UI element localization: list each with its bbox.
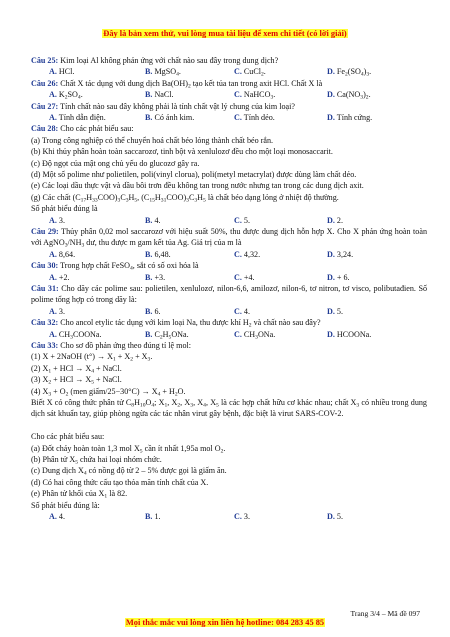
answer-option: B. +3. (145, 272, 166, 282)
statement-line: (2) $X_1$ + HCl → $X_4$ + NaCl. (31, 363, 122, 375)
statement-line: Số phát biểu đúng là (31, 204, 98, 214)
answer-option: B. Có ánh kim. (145, 113, 195, 122)
answer-option: D. 2. (327, 215, 343, 225)
answer-option: B. NaCl. (145, 90, 174, 100)
statement-line: (e) Phân tử khối của $X_1$ là 82. (31, 489, 128, 500)
statement-line: (b) Phân tử $X_5$ chứa hai loại nhóm chức. (31, 455, 162, 466)
answer-option: B. 6. (145, 306, 161, 316)
question-text: Câu 30: Trong hợp chất FeSO$_4$, sắt có số oxi hóa là (31, 261, 199, 272)
answer-option: D. HCOONa. (327, 329, 372, 339)
question-text: Câu 28: Cho các phát biểu sau: (31, 124, 134, 134)
answer-option: D. 5. (327, 512, 343, 522)
exam-content (31, 55, 427, 522)
question-text: Câu 26: Chất X tác dụng với dung dịch $Ba(OH)_2$ tạo kết tủa tan trong axit HCl. Chất X là (31, 78, 323, 90)
preview-banner (0, 29, 450, 39)
answer-option: C. 4,32. (234, 249, 261, 259)
statement-line: (a) Trong công nghiệp có thể chuyển hoá chất béo lỏng thành chất béo rắn. (31, 135, 274, 145)
answer-option: D. 5. (327, 306, 343, 316)
answer-option: C. 3. (234, 512, 250, 522)
statement-line: (b) Khi thủy phân hoàn toàn saccarozơ, tinh bột và xenlulozơ đều cho một loại monosaccarit. (31, 147, 333, 157)
answer-option: C. NaHCO$_3$. (234, 90, 276, 101)
statement-line: (4) $X_3 + O_2$ (men giấm/25−30°C) → $X_4 + H_2O$. (31, 386, 186, 398)
question-text: Câu 29: Thủy phân 0,02 mol saccarozơ với hiệu suất 50%, thu được dung dịch hỗn hợp X. Cho X phản ứng hoàn toàn với $AgNO_3/NH_3$ dư, thu được m gam kết tủa Ag. Giá trị của m là (31, 227, 427, 249)
answer-option: C. Tính dẻo. (234, 113, 275, 122)
answer-option: A. 3. (49, 306, 65, 316)
question-text: Câu 31: Cho dãy các polime sau: polietilen, xenlulozơ, nilon-6,6, amilozơ, nilon-6, tơ nitron, tơ visco, polibutađien. Số polime tổng hợp có trong dãy là: (31, 284, 427, 305)
answer-options (31, 215, 427, 226)
question-text: Câu 32: Cho ancol etylic tác dụng với kim loại Na, thu được khí $H_2$ và chất nào sau đây? (31, 318, 321, 329)
answer-option: D. $Ca(NO_3)_2$. (327, 90, 371, 101)
answer-option: B. MgSO$_4$. (145, 67, 181, 78)
question-text: Câu 27: Tính chất nào sau đây không phải là tính chất vật lý chung của kim loại? (31, 101, 295, 111)
answer-option: A. 8,64. (49, 249, 76, 259)
answer-options (31, 112, 427, 123)
hotline-banner (0, 618, 450, 628)
answer-option: B. 4. (145, 215, 161, 225)
answer-option: C. $CH_3ONa$. (234, 329, 276, 341)
answer-option: C. CuCl$_2$. (234, 67, 266, 78)
answer-option: C. +4. (234, 272, 255, 282)
statement-line: (c) Độ ngọt của mật ong chủ yếu do glucozơ gây ra. (31, 158, 200, 168)
answer-option: C. 4. (234, 306, 250, 316)
answer-options (31, 66, 427, 77)
statement-line: Biết X có công thức phân tử $C_8H_{10}O_4$; $X_1$, $X_2$, $X_3$, $X_4$, $X_5$ là các hợp chất hữu cơ khác nhau; chất $X_3$ có nhiều trong dung dịch sát khuẩn tay, giúp phòng ngừa các tác nhân virut gây bệnh, đặc biệt là virut SARS-COV-2. (31, 398, 427, 419)
statement-line: (g) Các chất $(C_{17}H_{33}COO)_3C_3H_5$, $(C_{15}H_{31}COO)_3C_3H_5$ là chất béo dạng lỏng ở nhiệt độ thường. (31, 192, 339, 204)
answer-option: B. 1. (145, 512, 161, 522)
answer-option: A. $CH_3COONa$. (49, 329, 102, 341)
statement-line: (3) $X_2$ + HCl → $X_5$ + NaCl. (31, 375, 122, 386)
answer-option: D. $Fe_2(SO_4)_3$. (327, 67, 372, 78)
answer-options (31, 272, 427, 283)
question-text: Câu 33: Cho sơ đồ phản ứng theo đúng tỉ lệ mol: (31, 341, 191, 350)
answer-option: A. 3. (49, 215, 65, 225)
hotline-banner-text: Mọi thắc mắc vui lòng xin liên hệ hotline: 084 283 45 85 (125, 618, 325, 627)
question-text: Câu 25: Kim loại Al không phản ứng với chất nào sau đây trong dung dịch? (31, 56, 279, 65)
answer-options (31, 511, 427, 522)
answer-option: A. 4. (49, 512, 65, 522)
answer-options (31, 329, 427, 340)
answer-option: D. + 6. (327, 272, 350, 282)
page-footer: Trang 3/4 – Mã đề 097 (350, 609, 420, 618)
statement-line: Cho các phát biểu sau: (31, 432, 105, 442)
answer-option: C. 5. (234, 215, 250, 225)
statement-line: (d) Một số polime như polietilen, poli(vinyl clorua), poli(metyl metacrylat) được dùng làm chất dẻo. (31, 170, 357, 180)
answer-options (31, 89, 427, 100)
answer-option: D. Tính cứng. (327, 113, 373, 122)
statement-line: Số phát biểu đúng là: (31, 500, 100, 510)
statement-line: (c) Dung dịch $X_4$ có nồng độ từ 2 – 5% được gọi là giấm ăn. (31, 466, 227, 477)
answer-option: B. $C_2H_5ONa$. (145, 329, 189, 341)
preview-banner-text: Đây là bản xem thử, vui lòng mua tài liệu để xem chi tiết (có lời giải) (103, 29, 347, 38)
statement-line: (a) Đốt cháy hoàn toàn 1,3 mol $X_5$ cần ít nhất 1,95a mol $O_2$. (31, 443, 226, 455)
answer-option: A. HCl. (49, 67, 75, 77)
answer-option: B. 6,48. (145, 249, 171, 259)
statement-line: (d) Có hai công thức cấu tạo thỏa mãn tính chất của X. (31, 477, 209, 487)
statement-line: (1) X + 2NaOH $(t^\circ) \to X_1 + X_2 + X_3$. (31, 352, 153, 363)
answer-option: A. Tính dẫn điện. (49, 113, 106, 122)
answer-options (31, 306, 427, 317)
answer-option: A. $K_2SO_4$. (49, 90, 83, 101)
statement-line: (e) Các loại dầu thực vật và dầu bôi trơn đều không tan trong nước nhưng tan trong các dung dịch axit. (31, 181, 364, 191)
answer-option: D. 3,24. (327, 249, 354, 259)
answer-option: A. +2. (49, 272, 70, 282)
answer-options (31, 249, 427, 260)
